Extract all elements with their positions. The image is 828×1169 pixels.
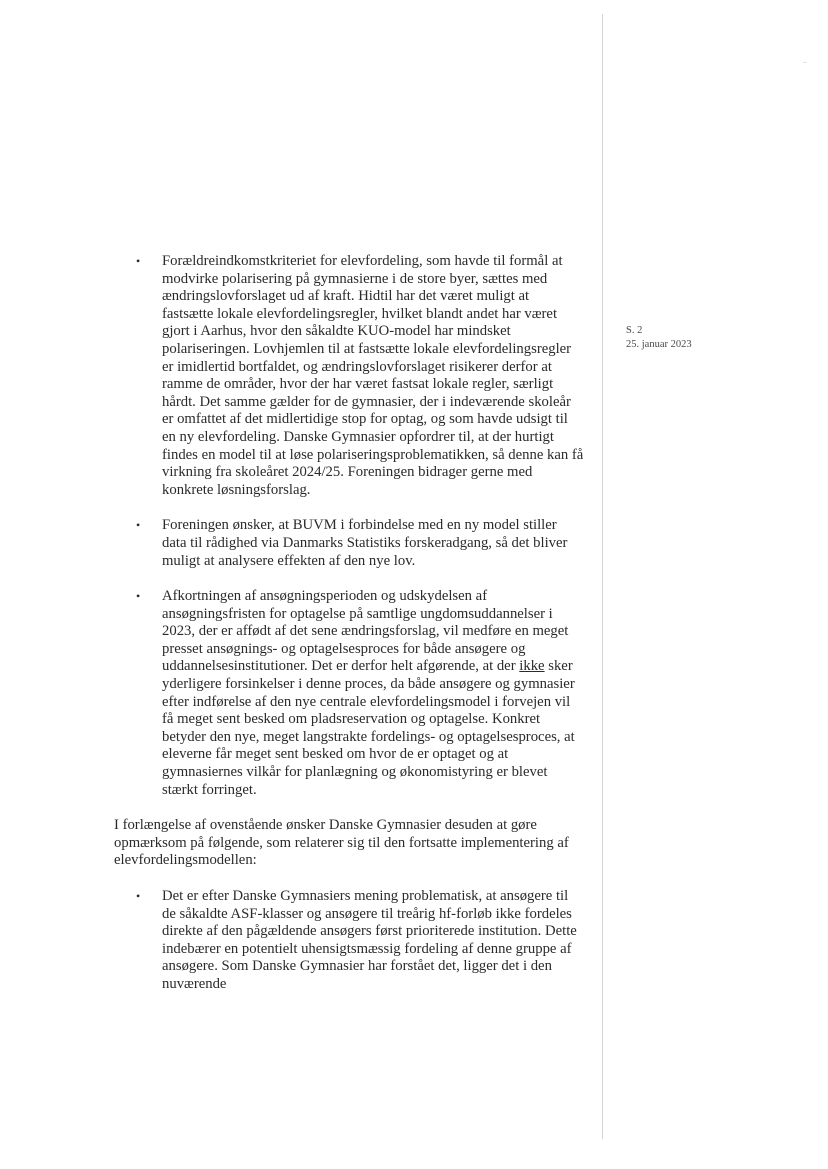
underlined-word: ikke [519, 658, 545, 675]
bullet-icon: • [136, 254, 141, 268]
bullet-list-2 [114, 888, 584, 994]
bullet-icon: • [136, 518, 141, 533]
text-segment: Afkortningen af ansøgningsperioden og udskydelsen af ansøgningsfristen for optagelse på samtlige ungdomsuddannelser i 2023, der er affødt af det sene ændringsforslag, vil medføre en meget presset ansøgnings- og optagelsesproces for både ansøgere og uddannelsesinstitutioner. Det er derfor helt afgørende, at der [162, 588, 569, 675]
list-item-text: Forældreindkomstkriteriet for elevfordeling, som havde til formål at modvirke polarisering på gymnasierne i de store byer, sættes med ændringslovforslaget ud af kraft. Hidtil har det været muligt at fastsætte lokale elevfordelingsregler, hvilket blandt andet har været gjort i Aarhus, hvor den såkaldte KUO-model har mindsket polariseringen. Lovhjemlen til at fastsætte lokale elevfordelingsregler er imidlertid bortfaldet, og ændringslovforslaget risikerer derfor at ramme de områder, hvor der har været fastsat lokale regler, særligt hårdt. Det samme gælder for de gymnasier, der i indeværende skoleår er omfattet af det midlertidige stop for optag, og som havde udsigt til en ny elevfordeling. Danske Gymnasier opfordrer til, at der hurtigt findes en model til at løse polariseringsproblematikken, så denne kan få virkning fra skoleåret 2024/25. Foreningen bidrager gerne med konkrete løsningsforslag. [162, 253, 584, 498]
bullet-icon: • [136, 589, 141, 604]
margin-divider [602, 14, 603, 1139]
text-segment: sker yderligere forsinkelser i denne proces, da både ansøgere og gymnasier efter indførelse af den nye centrale elevfordelingsmodel i forvejen vil få meget sent besked om pladsreservation og optagelse. Konkret betyder den nye, meget langstrakte fordelings- og optagelsesproces, at eleverne får meget sent besked om hvor de er optaget og at gymnasiernes vilkår for planlægning og økonomistyring er blevet stærkt forringet. [162, 658, 575, 798]
document-body [114, 253, 584, 1012]
list-item [114, 888, 584, 994]
list-item [114, 588, 584, 799]
list-item-text [162, 588, 575, 798]
bullet-icon: • [136, 889, 141, 903]
document-date: 25. januar 2023 [626, 339, 692, 350]
list-item [114, 517, 584, 570]
list-item [114, 253, 584, 499]
scan-mark [803, 62, 807, 63]
bullet-list-1 [114, 253, 584, 799]
page-meta [626, 324, 692, 352]
page-number: S. 2 [626, 325, 643, 336]
list-item-text: Foreningen ønsker, at BUVM i forbindelse med en ny model stiller data til rådighed via Danmarks Statistiks forskeradgang, så det bliver muligt at analysere effekten af den nye lov. [162, 517, 568, 569]
body-paragraph: I forlængelse af ovenstående ønsker Danske Gymnasier desuden at gøre opmærksom på følgende, som relaterer sig til den fortsatte implementering af elevfordelingsmodellen: [114, 817, 569, 869]
list-item-text: Det er efter Danske Gymnasiers mening problematisk, at ansøgere til de såkaldte ASF-klasser og ansøgere til treårig hf-forløb ikke fordeles direkte af den pågældende ansøgers først prioriterede institution. Dette indebærer en potentielt uhensigtsmæssig fordeling af denne gruppe af ansøgere. Som Danske Gymnasier har forstået det, ligger det i den nuværende [162, 888, 577, 992]
